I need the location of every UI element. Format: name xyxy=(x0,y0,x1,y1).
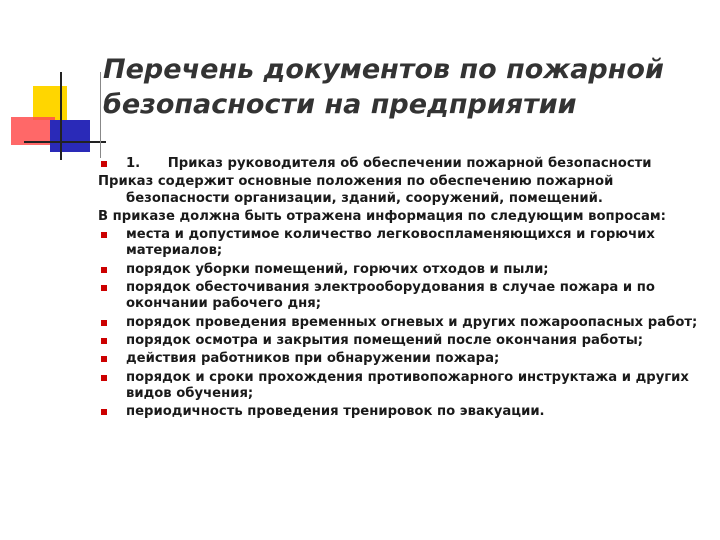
list-item xyxy=(98,262,708,278)
title-line-1: Перечень документов по пожарной xyxy=(103,54,664,85)
paragraph xyxy=(98,174,708,207)
paragraph xyxy=(98,209,708,225)
decorative-horizontal-line xyxy=(24,141,106,143)
decorative-thin-line xyxy=(100,72,101,158)
decorative-blue-square xyxy=(50,120,90,152)
list-item xyxy=(98,404,708,420)
list-item xyxy=(98,280,708,313)
list-item xyxy=(98,227,708,260)
square-bullet-icon xyxy=(101,285,107,291)
square-bullet-icon xyxy=(101,338,107,344)
list-item xyxy=(98,156,708,172)
list-item-text: порядок проведения временных огневых и других пожароопасных работ; xyxy=(126,314,698,330)
slide-body xyxy=(98,156,708,422)
list-item-text: места и допустимое количество легковоспламеняющихся и горючих материалов; xyxy=(126,227,655,259)
list-item xyxy=(98,370,708,403)
square-bullet-icon xyxy=(101,161,107,167)
title-line-2: безопасности на предприятии xyxy=(103,89,577,120)
list-item-text: порядок уборки помещений, горючих отходов и пыли; xyxy=(126,261,549,277)
slide-title xyxy=(103,52,713,122)
list-item xyxy=(98,351,708,367)
list-item-text: действия работников при обнаружении пожара; xyxy=(126,351,500,367)
list-item-text: порядок и сроки прохождения противопожарного инструктажа и других видов обучения; xyxy=(126,369,689,401)
paragraph-text: В приказе должна быть отражена информация по следующим вопросам: xyxy=(98,208,666,224)
paragraph-text: Приказ содержит основные положения по обеспечению пожарной безопасности организации, зданий, сооружений, помещений. xyxy=(98,174,614,206)
square-bullet-icon xyxy=(101,267,107,273)
list-item xyxy=(98,315,708,331)
square-bullet-icon xyxy=(101,356,107,362)
list-item-text: порядок осмотра и закрытия помещений после окончания работы; xyxy=(126,332,644,348)
square-bullet-icon xyxy=(101,232,107,238)
list-item-text: 1. Приказ руководителя об обеспечении пожарной безопасности xyxy=(126,156,652,171)
square-bullet-icon xyxy=(101,320,107,326)
list-item xyxy=(98,333,708,349)
list-item-text: порядок обесточивания электрооборудования в случае пожара и по окончании рабочего дня; xyxy=(126,280,655,312)
square-bullet-icon xyxy=(101,409,107,415)
list-item-text: периодичность проведения тренировок по эвакуации. xyxy=(126,404,545,420)
decorative-vertical-line xyxy=(60,72,62,160)
square-bullet-icon xyxy=(101,375,107,381)
